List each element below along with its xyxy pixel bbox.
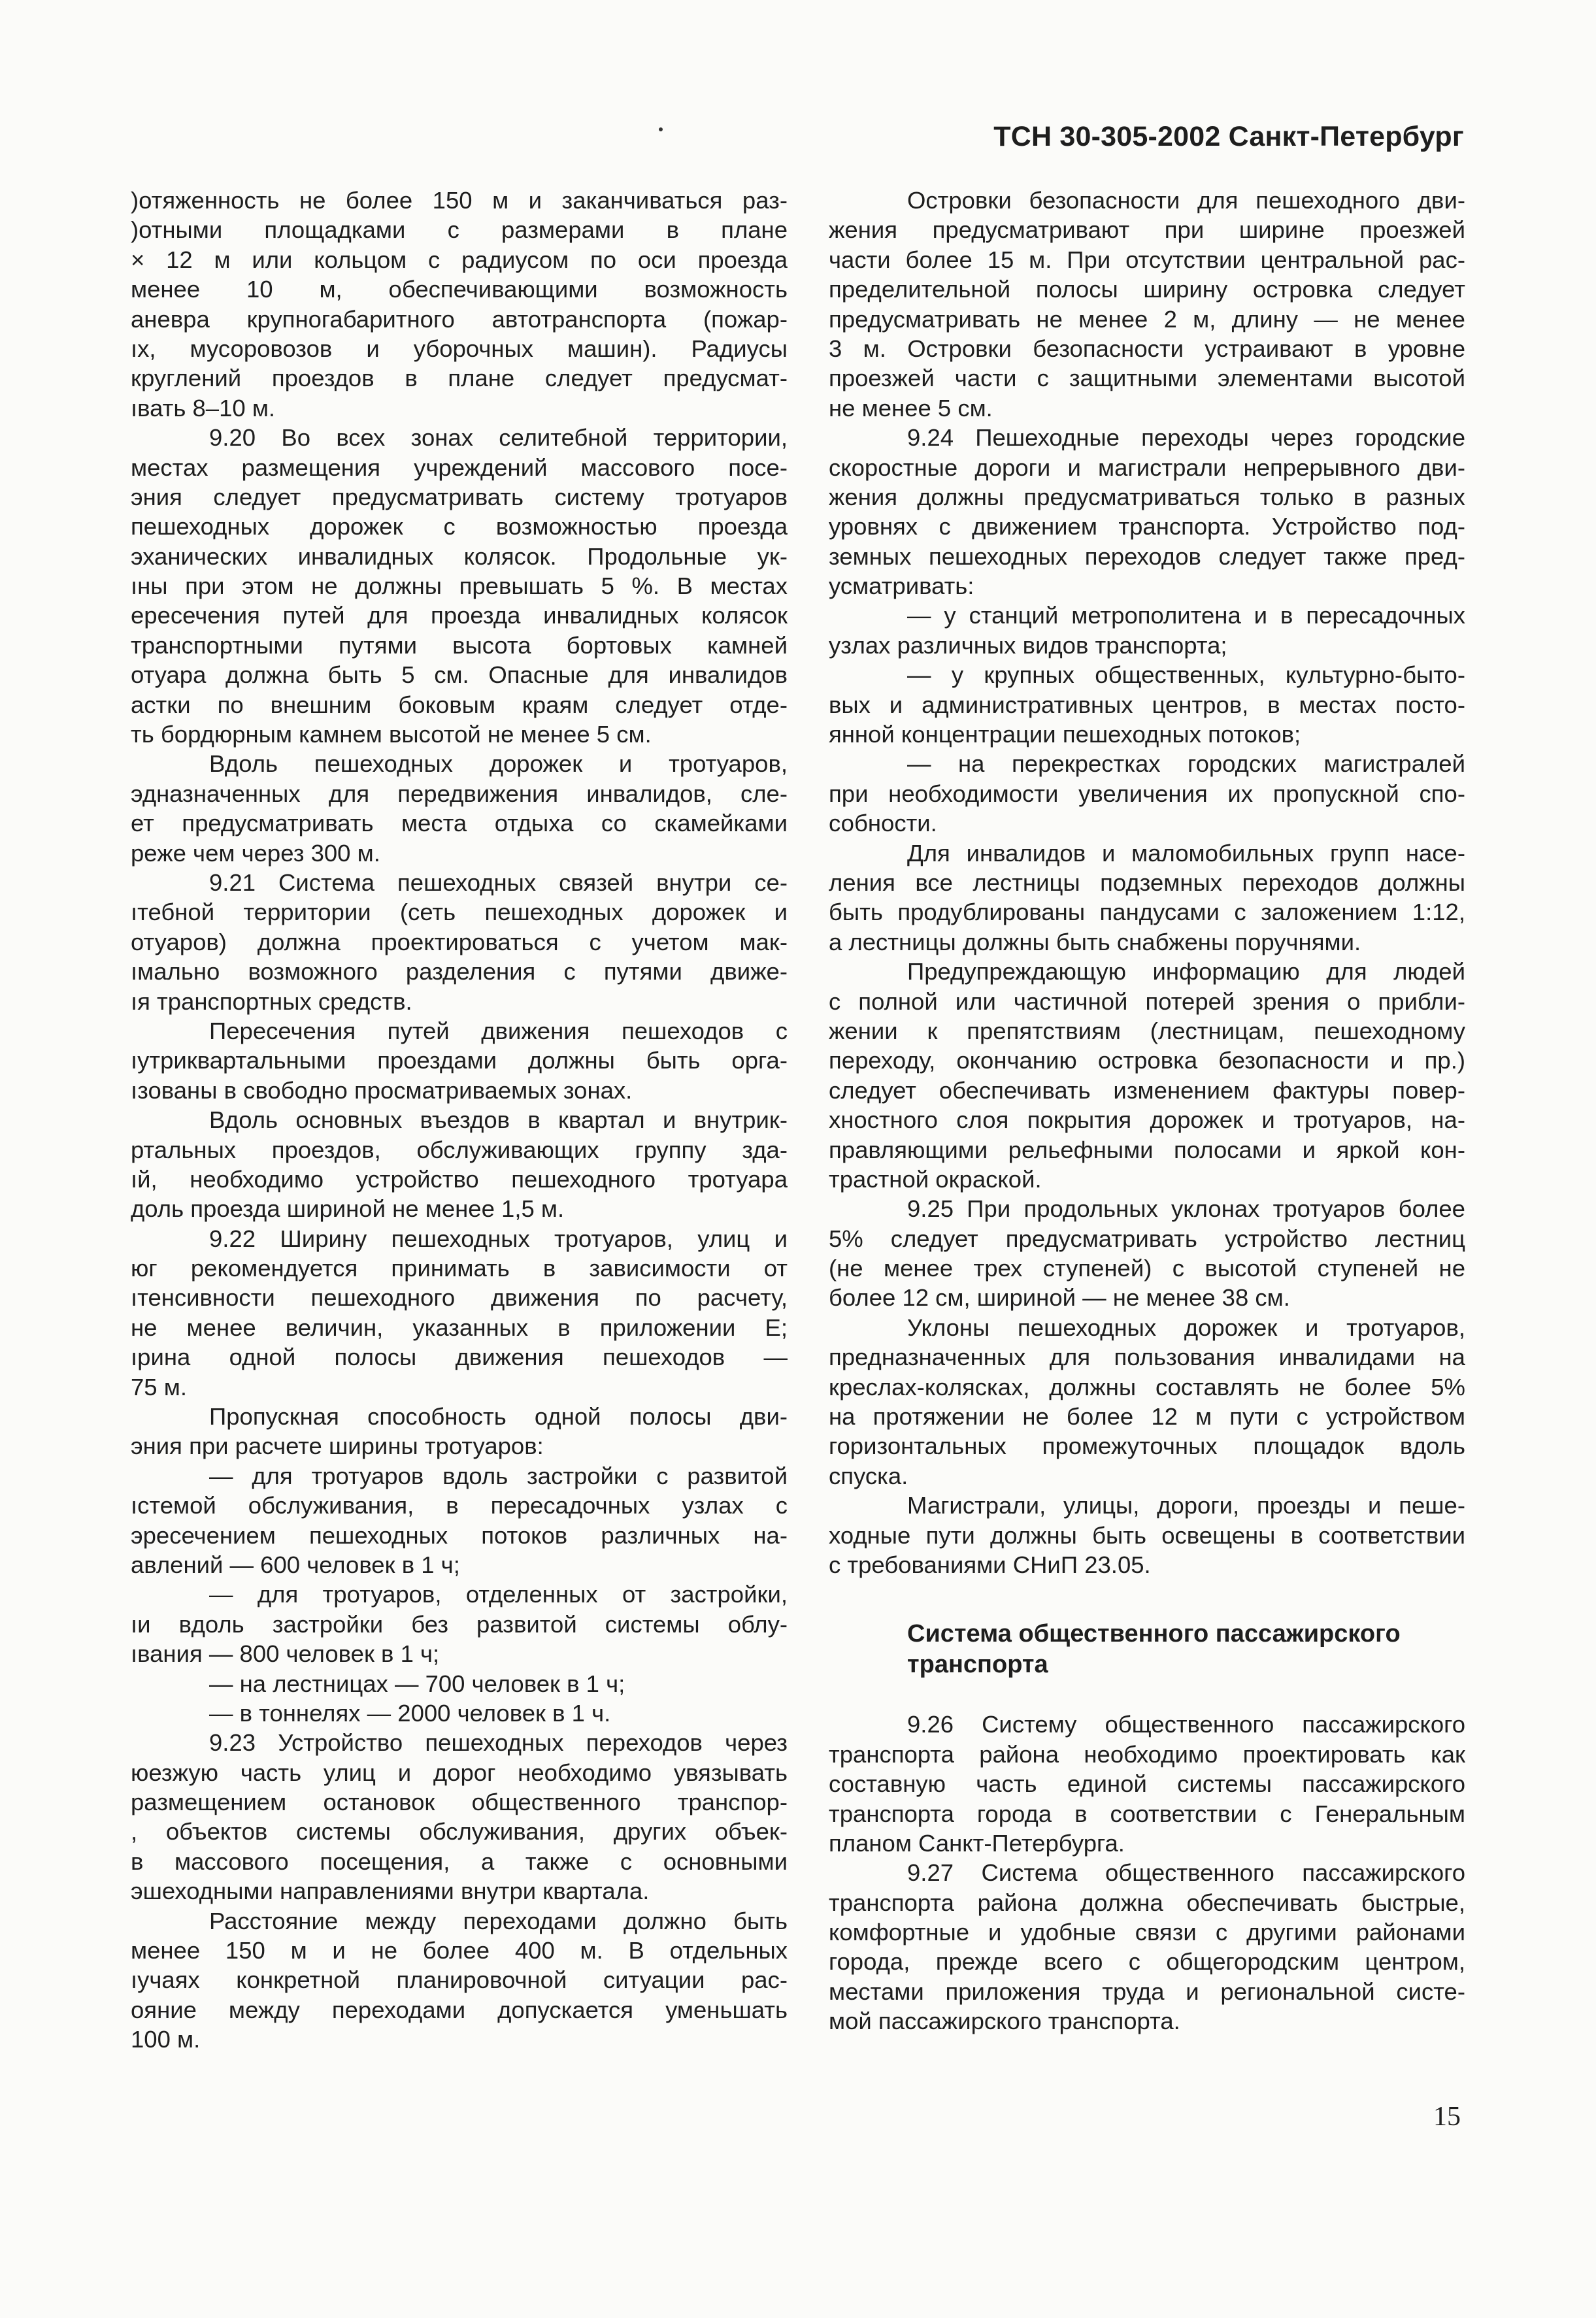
- text-line: ıмально возможного разделения с путями движе-: [131, 958, 788, 985]
- text-line: — для тротуаров, отделенных от застройки,: [209, 1581, 788, 1608]
- text-line: — в тоннелях — 2000 человек в 1 ч.: [209, 1699, 611, 1727]
- text-line: ет предусматривать места отдыха со скамейками: [131, 810, 788, 837]
- text-line: круглений проездов в плане следует предусмат-: [131, 365, 788, 392]
- text-line: эния следует предусматривать систему тротуаров: [131, 483, 788, 510]
- text-line: ıтенсивности пешеходного движения по расчету,: [131, 1284, 788, 1312]
- text-line: ть бордюрным камнем высотой не менее 5 см.: [131, 721, 652, 748]
- text-line: горизонтальных промежуточных площадок вдоль: [829, 1432, 1465, 1460]
- text-line: Предупреждающую информацию для людей: [907, 958, 1465, 985]
- text-line: — у крупных общественных, культурно-быто-: [907, 661, 1465, 689]
- text-line: 9.26 Систему общественного пассажирского: [907, 1711, 1465, 1738]
- text-line: ıх, мусоровозов и уборочных машин). Радиусы: [131, 335, 788, 362]
- text-line: 3 м. Островки безопасности устраивают в уровне: [829, 335, 1465, 362]
- text-line: — на перекрестках городских магистралей: [907, 750, 1465, 778]
- text-line: 9.22 Ширину пешеходных тротуаров, улиц и: [209, 1225, 788, 1252]
- text-line: транспорта района необходимо проектировать как: [829, 1740, 1465, 1768]
- text-line: 9.20 Во всех зонах селитебной территории,: [209, 424, 788, 452]
- left-column: [131, 186, 788, 2055]
- text-line: жения должны предусматриваться только в разных: [829, 483, 1465, 510]
- text-line: эдназначенных для передвижения инвалидов, сле-: [131, 780, 788, 807]
- text-line: × 12 м или кольцом с радиусом по оси проезда: [131, 246, 788, 273]
- section-heading-line: Система общественного пассажирского: [907, 1620, 1401, 1648]
- scan-speck: [659, 127, 663, 131]
- text-line: переходу, окончанию островка безопасности и пр.): [829, 1047, 1465, 1074]
- text-line: 9.24 Пешеходные переходы через городские: [907, 424, 1465, 452]
- text-line: юезжую часть улиц и дорог необходимо увязывать: [131, 1759, 788, 1786]
- text-line: — у станций метрополитена и в пересадочных: [907, 602, 1465, 629]
- text-line: вых и административных центров, в местах посто-: [829, 691, 1465, 718]
- text-line: — на лестницах — 700 человек в 1 ч;: [209, 1670, 625, 1697]
- text-line: Вдоль основных въездов в квартал и внутрик-: [209, 1106, 788, 1134]
- text-line: на протяжении не более 12 м пути с устройством: [829, 1403, 1465, 1431]
- text-line: следует обеспечивать изменением фактуры повер-: [829, 1076, 1465, 1104]
- text-line: не менее величин, указанных в приложении Е;: [131, 1314, 788, 1341]
- text-line: Пересечения путей движения пешеходов с: [209, 1017, 788, 1044]
- text-line: эния при расчете ширины тротуаров:: [131, 1432, 544, 1460]
- text-line: жения предусматривают при ширине проезжей: [829, 216, 1465, 244]
- text-line: более 12 см, шириной — не менее 38 см.: [829, 1284, 1290, 1312]
- text-line: пешеходных дорожек с возможностью проезда: [131, 513, 788, 540]
- text-line: Магистрали, улицы, дороги, проезды и пеше-: [907, 1492, 1465, 1519]
- text-line: авлений — 600 человек в 1 ч;: [131, 1551, 460, 1578]
- text-line: жении к препятствиям (лестницам, пешеходному: [829, 1017, 1465, 1044]
- text-line: транспорта района должна обеспечивать быстрые,: [829, 1889, 1465, 1916]
- text-line: 100 м.: [131, 2026, 201, 2053]
- text-line: эресечением пешеходных потоков различных на-: [131, 1521, 788, 1549]
- text-line: проезжей части с защитными элементами высотой: [829, 365, 1465, 392]
- text-line: быть продублированы пандусами с заложением 1:12,: [829, 899, 1465, 926]
- text-line: спуска.: [829, 1462, 908, 1489]
- text-line: (не менее трех ступеней) с высотой ступеней не: [829, 1255, 1465, 1282]
- text-line: при необходимости увеличения их пропускной спо-: [829, 780, 1465, 807]
- text-line: ıтебной территории (сеть пешеходных дорожек и: [131, 899, 788, 926]
- text-line: части более 15 м. При отсутствии центральной рас-: [829, 246, 1465, 273]
- text-line: местах размещения учреждений массового посе-: [131, 454, 788, 481]
- text-line: с полной или частичной потерей зрения о прибли-: [829, 987, 1465, 1015]
- text-line: предназначенных для пользования инвалидами на: [829, 1344, 1465, 1371]
- text-line: уровнях с движением транспорта. Устройство под-: [829, 513, 1465, 540]
- text-line: предусматривать не менее 2 м, длину — не менее: [829, 305, 1465, 333]
- text-line: Уклоны пешеходных дорожек и тротуаров,: [907, 1314, 1465, 1341]
- text-line: составную часть единой системы пассажирского: [829, 1770, 1465, 1798]
- text-line: 9.23 Устройство пешеходных переходов через: [209, 1729, 788, 1757]
- text-line: янной концентрации пешеходных потоков;: [829, 721, 1301, 748]
- text-line: аневра крупногабаритного автотранспорта (пожар-: [131, 305, 788, 333]
- text-line: собности.: [829, 810, 937, 837]
- text-line: 9.27 Система общественного пассажирского: [907, 1859, 1465, 1887]
- text-line: эшеходными направлениями внутри квартала.: [131, 1878, 650, 1905]
- text-line: комфортные и удобные связи с другими районами: [829, 1919, 1465, 1946]
- right-column-part2: [829, 1710, 1465, 2036]
- text-line: ıучаях конкретной планировочной ситуации рас-: [131, 1966, 788, 1994]
- text-line: ояние между переходами допускается уменьшать: [131, 1996, 788, 2023]
- page-number: 15: [1433, 2102, 1461, 2132]
- right-column: [829, 186, 1465, 2036]
- text-line: реже чем через 300 м.: [131, 839, 380, 867]
- text-line: узлах различных видов транспорта;: [829, 631, 1227, 659]
- text-line: ересечения путей для проезда инвалидных колясок: [131, 602, 788, 629]
- text-line: Расстояние между переходами должно быть: [209, 1907, 788, 1934]
- text-line: 9.21 Система пешеходных связей внутри се-: [209, 869, 788, 896]
- text-line: креслах-колясках, должны составлять не более 5%: [829, 1373, 1465, 1400]
- text-line: ıя транспортных средств.: [131, 987, 412, 1015]
- text-line: Для инвалидов и маломобильных групп насе-: [907, 839, 1465, 867]
- text-line: трастной окраской.: [829, 1165, 1042, 1193]
- section-heading-line: транспорта: [907, 1651, 1048, 1679]
- text-line: ıвания — 800 человек в 1 ч;: [131, 1640, 440, 1668]
- text-line: — для тротуаров вдоль застройки с развитой: [209, 1462, 788, 1489]
- text-line: не менее 5 см.: [829, 394, 993, 422]
- text-line: ıрина одной полосы движения пешеходов —: [131, 1344, 788, 1371]
- text-line: )отяженность не более 150 м и заканчиваться раз-: [131, 187, 788, 214]
- text-line: размещением остановок общественного транспор-: [131, 1789, 788, 1816]
- text-line: менее 10 м, обеспечивающими возможность: [131, 276, 788, 303]
- section-heading: [829, 1619, 1465, 1680]
- text-line: отуаров) должна проектироваться с учетом мак-: [131, 928, 788, 955]
- text-line: ıутриквартальными проездами должны быть орга-: [131, 1047, 788, 1074]
- text-line: усматривать:: [829, 572, 974, 600]
- text-line: ıвать 8–10 м.: [131, 394, 276, 422]
- text-line: доль проезда шириной не менее 1,5 м.: [131, 1195, 565, 1223]
- text-line: в массового посещения, а также с основными: [131, 1847, 788, 1875]
- text-line: скоростные дороги и магистрали непрерывного дви-: [829, 454, 1465, 481]
- text-line: земных пешеходных переходов следует также пред-: [829, 542, 1465, 570]
- text-line: ıй, необходимо устройство пешеходного тротуара: [131, 1165, 788, 1193]
- text-line: ıстемой обслуживания, в пересадочных узлах с: [131, 1492, 788, 1519]
- text-line: транспорта города в соответствии с Генеральным: [829, 1800, 1465, 1827]
- text-line: транспортными путями высота бортовых камней: [131, 631, 788, 659]
- text-line: мой пассажирского транспорта.: [829, 2008, 1180, 2035]
- text-line: ıзованы в свободно просматриваемых зонах.: [131, 1076, 633, 1104]
- text-line: правляющими рельефными полосами и яркой кон-: [829, 1136, 1465, 1163]
- text-line: города, прежде всего с общегородским центром,: [829, 1948, 1465, 1976]
- text-line: отуара должна быть 5 см. Опасные для инвалидов: [131, 661, 788, 689]
- text-line: астки по внешним боковым краям следует отде-: [131, 691, 788, 718]
- text-line: с требованиями СНиП 23.05.: [829, 1551, 1151, 1578]
- right-column-part1: [829, 186, 1465, 1580]
- text-line: менее 150 м и не более 400 м. В отдельных: [131, 1937, 788, 1964]
- text-line: планом Санкт-Петербурга.: [829, 1829, 1125, 1857]
- text-line: а лестницы должны быть снабжены поручнями.: [829, 928, 1361, 955]
- text-line: )отными площадками с размерами в плане: [131, 216, 788, 244]
- text-line: Пропускная способность одной полосы дви-: [209, 1403, 788, 1431]
- text-line: ртальных проездов, обслуживающих группу зда-: [131, 1136, 788, 1163]
- text-line: 5% следует предусматривать устройство лестниц: [829, 1225, 1465, 1252]
- text-line: ıны при этом не должны превышать 5 %. В местах: [131, 572, 788, 600]
- text-line: хностного слоя покрытия дорожек и тротуаров, на-: [829, 1106, 1465, 1134]
- text-line: 9.25 При продольных уклонах тротуаров более: [907, 1195, 1465, 1223]
- text-line: Вдоль пешеходных дорожек и тротуаров,: [209, 750, 788, 778]
- text-line: Островки безопасности для пешеходного дви-: [907, 187, 1465, 214]
- text-line: пределительной полосы ширину островка следует: [829, 276, 1465, 303]
- text-line: ления все лестницы подземных переходов должны: [829, 869, 1465, 896]
- text-line: юг рекомендуется принимать в зависимости от: [131, 1255, 788, 1282]
- text-line: ходные пути должны быть освещены в соответствии: [829, 1521, 1465, 1549]
- document-header: ТСН 30-305-2002 Санкт-Петербург: [993, 121, 1464, 152]
- text-line: местами приложения труда и региональной систе-: [829, 1978, 1465, 2005]
- text-line: , объектов системы обслуживания, других объек-: [131, 1818, 788, 1846]
- text-line: ıи вдоль застройки без развитой системы облу-: [131, 1610, 788, 1638]
- text-line: 75 м.: [131, 1373, 187, 1400]
- text-line: эханических инвалидных колясок. Продольные ук-: [131, 542, 788, 570]
